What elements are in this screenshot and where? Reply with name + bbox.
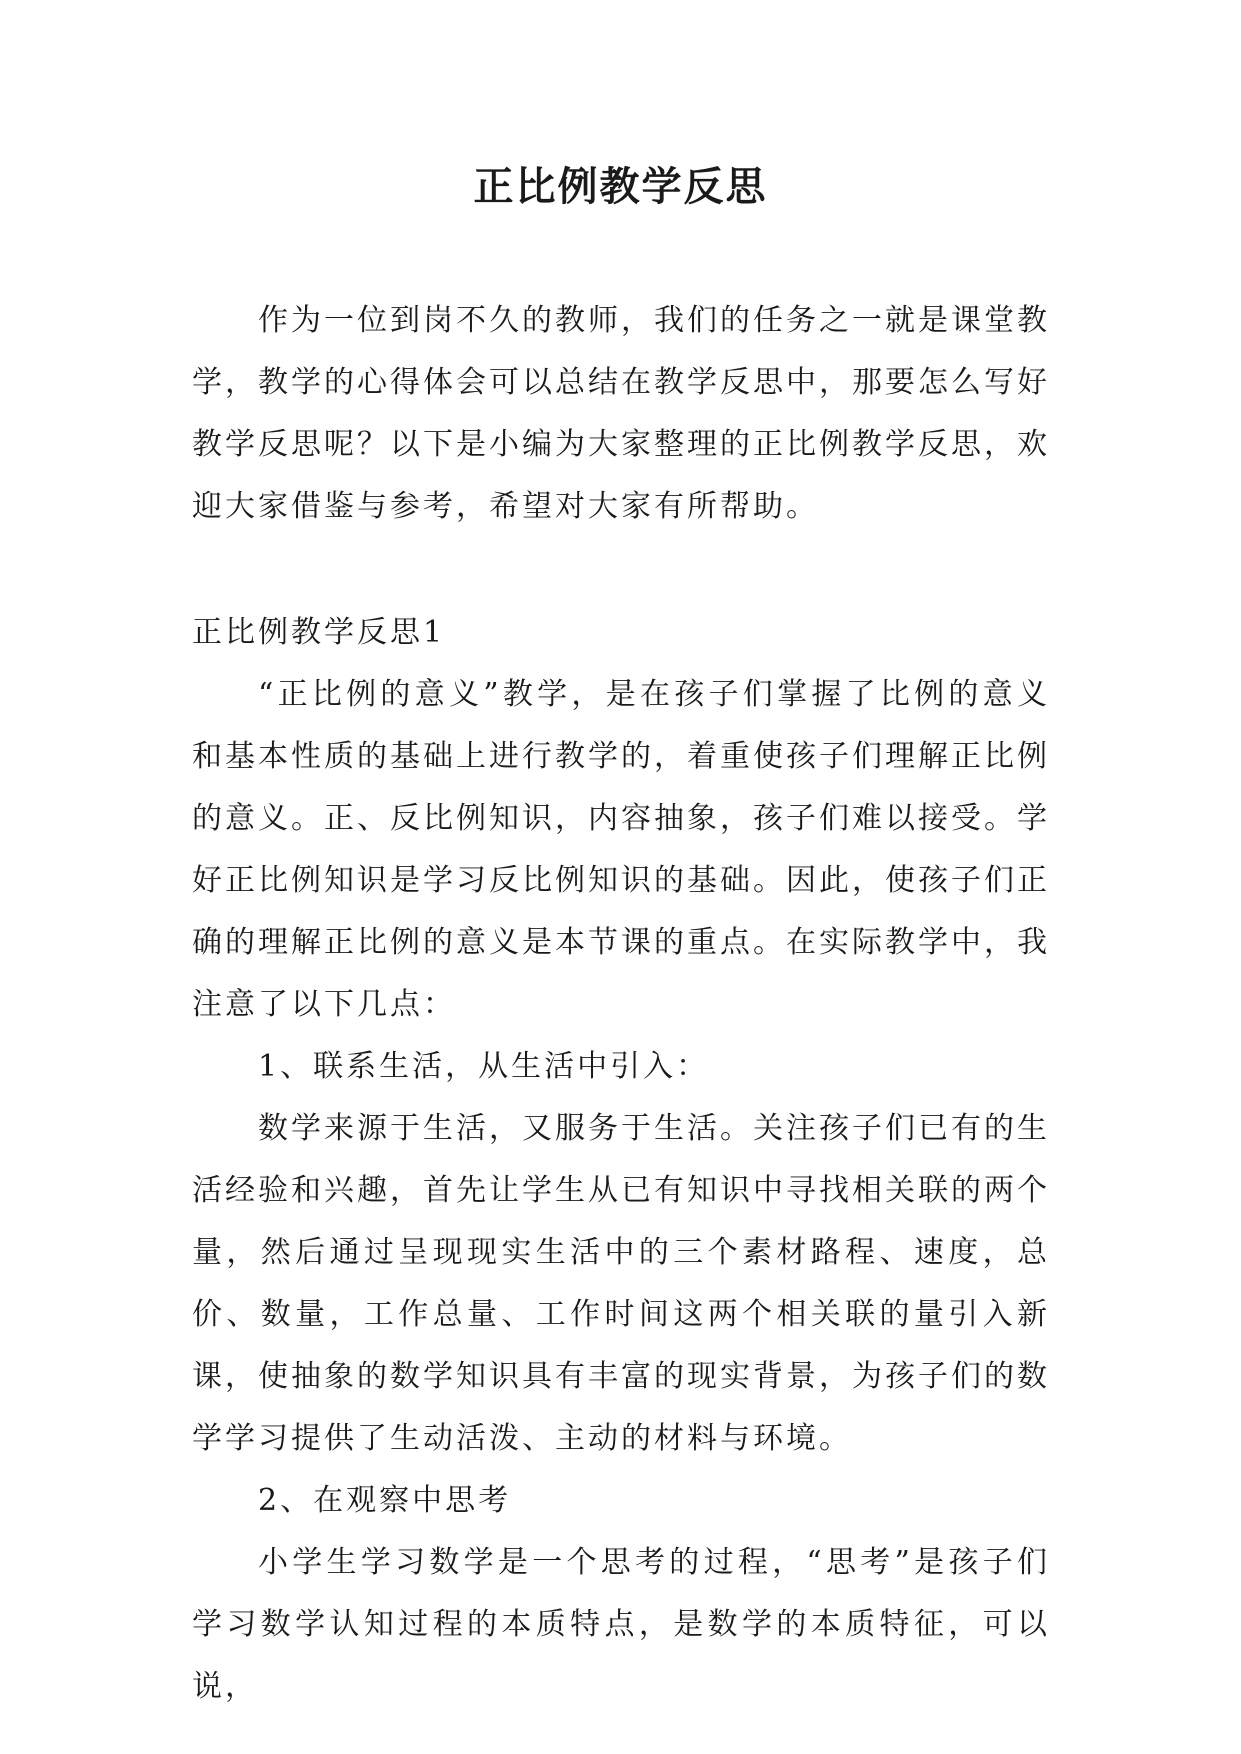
point-heading: 1、联系生活，从生活中引入： [258, 1049, 710, 1084]
body-paragraph: 小学生学习数学是一个思考的过程，“思考”是孩子们学习数学认知过程的本质特点，是数学的本质特征，可以说， [192, 1545, 1050, 1704]
document-body [192, 290, 1050, 1718]
page-title: 正比例教学反思 [473, 164, 768, 210]
body-paragraph: 数学来源于生活，又服务于生活。关注孩子们已有的生活经验和兴趣，首先让学生从已有知识中寻找相关联的两个量，然后通过呈现现实生活中的三个素材路程、速度，总价、数量，工作总量、工作时间这两个相关联的量引入新课，使抽象的数学知识具有丰富的现实背景，为孩子们的数学学习提供了生动活泼、主动的材料与环境。 [192, 1111, 1050, 1456]
body-paragraph: “正比例的意义”教学，是在孩子们掌握了比例的意义和基本性质的基础上进行教学的，着重使孩子们理解正比例的意义。正、反比例知识，内容抽象，孩子们难以接受。学好正比例知识是学习反比例知识的基础。因此，使孩子们正确的理解正比例的意义是本节课的重点。在实际教学中，我注意了以下几点： [192, 677, 1050, 1022]
point-heading: 2、在观察中思考 [258, 1483, 512, 1518]
section-heading: 正比例教学反思1 [192, 615, 446, 650]
intro-paragraph: 作为一位到岗不久的教师，我们的任务之一就是课堂教学，教学的心得体会可以总结在教学反思中，那要怎么写好教学反思呢？以下是小编为大家整理的正比例教学反思，欢迎大家借鉴与参考，希望对大家有所帮助。 [192, 303, 1050, 524]
